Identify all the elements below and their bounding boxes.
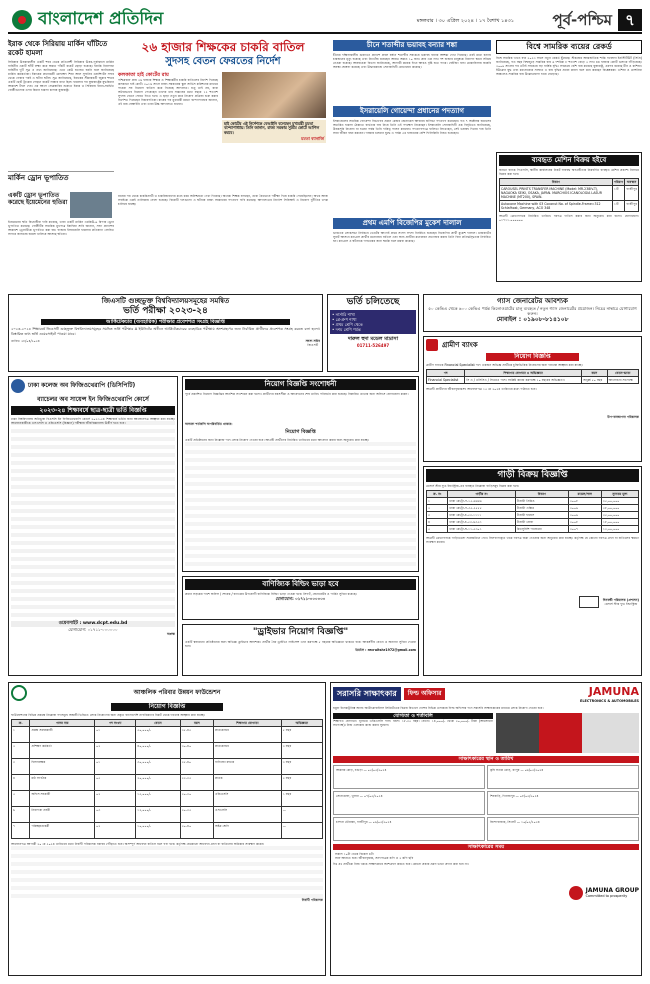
ad-date: তারিখ: ২৮/০৪/২০২৪	[11, 339, 40, 344]
ad-org: গ্রামীণ ব্যাংক	[442, 340, 478, 349]
table-cell: ৩	[12, 758, 30, 774]
table-cell: ঢাকা মেট্রো-গ-১৫-৬৬৬৬	[448, 498, 515, 505]
ad-school	[327, 294, 419, 372]
table-cell: ১৮,০০,০০০	[601, 519, 638, 526]
article-body-2: ইয়েমেনের হুতি বিদ্রোহীরা দাবি করেছে, তারা একটি মার্কিন এমকিউ-৯ রিপার ড্রোন ভূপাতিত করেছে। গোষ্ঠীটির সামরিক মুখপাত্র ইয়াহিয়া সারি জানান, সাদা প্রদেশের আকাশে ড্রোনটিকে ভূপাতিত করা হয়। গাজায় ইসরায়েলি হামলার প্রতিবাদে লোহিত সাগরে জাহাজে হামলা চালিয়ে আসছে হুতিরা।	[8, 219, 116, 236]
ad-note: অন্যান্য শর্তাবলি অপরিবর্তিত থাকবে।	[185, 421, 233, 426]
table-cell: ০৫	[95, 774, 136, 790]
drone-photo	[70, 192, 112, 218]
table-cell: ৩৫-৪৫	[180, 726, 213, 742]
time-list	[333, 850, 639, 862]
table-cell: ২০০৯	[568, 505, 601, 512]
car-table	[426, 490, 639, 533]
article-subheadline: সুদসহ বেতন ফেরতের নির্দেশ	[165, 56, 281, 67]
family-table	[11, 719, 323, 839]
table-cell: ১টি	[612, 200, 624, 211]
ad-title: "ড্রাইভার নিয়োগ বিজ্ঞপ্তি"	[252, 627, 349, 637]
table-row	[427, 526, 639, 533]
table-cell: ৩০-৪০	[180, 742, 213, 758]
article-body: ইসরায়েলের সামরিক গোয়েন্দা বিভাগের প্রধান মেজর জেনারেল আহারন হালিভা পদত্যাগ করেছেন। গত ৭ অক্টোবর হামাসের অতর্কিত হামলা ঠেকাতে ব্যর্থতার দায় নিয়ে তিনি এই পদক্ষেপ নিয়েছেন। ইসরায়েলি সেনাবাহিনী এক বিবৃতিতে জানিয়েছে, উত্তরসূরি নিয়োগ না হওয়া পর্যন্ত তিনি দায়িত্ব পালন করবেন। পদত্যাগপত্রে হালিভা লিখেছেন, সেই ভয়াবহ দিনের দায় তিনি সারা জীবন বহন করবেন। গাজায় চলমান যুদ্ধে এ পর্যন্ত ৩৪ হাজারের বেশি ফিলিস্তিনি নিহত হয়েছেন।	[333, 118, 493, 135]
table-cell: অফিস সহকারী	[30, 790, 95, 806]
article-subhead-2: একটি ড্রোন ভূপাতিত করেছে ইয়েমেনের হুতিরা	[8, 191, 68, 206]
table-cell: আলোচনা সাপেক্ষে	[607, 376, 638, 383]
ad-title: গ্যাস জেনারেটর আবশ্যক	[497, 297, 568, 305]
table-cell: ৭	[12, 822, 30, 838]
article-body: ভারতের লোকসভা নির্বাচনে ভোটের আগেই প্রথম সংসদ সদস্য নির্বাচিত হয়েছেন বিজেপির প্রার্থী মুকেশ দালাল। গুজরাটের সুরাট আসনে কংগ্রেস প্রার্থীর মনোনয়ন বাতিল এবং অন্য প্রার্থীরা মনোনয়ন প্রত্যাহার করায় তিনি বিনা প্রতিদ্বন্দ্বিতায় নির্বাচিত হন। কংগ্রেস এ ঘটনাকে গণতন্ত্রের জন্য হুমকি বলে মন্তব্য করেছে।	[333, 230, 493, 243]
ad-footer: আবেদনপত্র আগামী ২০ মে ২০২৪ তারিখের মধ্যে নির্বাহী পরিচালক বরাবর পৌঁছাতে হবে। অসম্পূর্ণ আবেদন বাতিল বলে গণ্য হবে। কর্তৃপক্ষ যেকোনো আবেদন গ্রহণ বা বাতিলের অধিকার সংরক্ষণ করেন।	[11, 842, 323, 898]
table-cell: ৫	[427, 526, 448, 533]
table-cell: টয়োটা হায়েস	[515, 512, 568, 519]
logo-text: বাংলাদেশ প্রতিদিন	[38, 9, 164, 29]
venue-title: সাক্ষাৎকারের স্থান ও তারিখ	[333, 756, 639, 762]
table-cell: ২ বছর	[281, 774, 322, 790]
article-teachers	[118, 40, 328, 290]
table-cell: ৩ বছর	[281, 758, 322, 774]
article-body: বিশ্বে সামরিক খাতে ব্যয় ২০২৩ সালে নতুন রেকর্ড ছুঁয়েছে। স্টকহোম আন্তর্জাতিক শান্তি গবেষণা ইনস্টিটিউট (সিপ্রি) জানিয়েছে, গত বছর বিশ্বজুড়ে সামরিক ব্যয় ৬ দশমিক ৮ শতাংশ বেড়ে ২ লাখ ৪৪ হাজার কোটি ডলারে দাঁড়িয়েছে। ২০০৯ সালের পর এটাই সবচেয়ে বড় বার্ষিক বৃদ্ধি। সবচেয়ে বেশি ব্যয় করেছে যুক্তরাষ্ট্র, এরপর রয়েছে চীন ও রাশিয়া। ইউক্রেন যুদ্ধ এবং মধ্যপ্রাচ্যের সংঘাত এ ব্যয় বৃদ্ধির প্রধান কারণ বলে মনে করছেন বিশ্লেষকরা। এশিয়া ও ওশেনিয়া অঞ্চলেও সামরিক ব্যয় উল্লেখযোগ্য হারে বেড়েছে।	[496, 56, 644, 76]
machine-table	[499, 178, 639, 212]
list-item: জিন্দাবাজার, সিলেট — ১০/০৫/২০২৪	[487, 817, 639, 841]
ad-car-sale	[423, 466, 642, 676]
ad-website[interactable]: ওয়েবসাইট : www.dcpt.edu.bd	[11, 621, 175, 627]
table-header: পদ	[427, 369, 465, 376]
table-cell: স্নাতকোত্তর	[214, 726, 282, 742]
pull-quote	[222, 120, 326, 143]
table-cell: CAROUSEL PRINTS TRANSFER MACHINE (Model: MR-238IV-T), NAGAOKA SEIKI, OSAKA, JAPAN. MARCHIOS ICANOLOGIA LASUR MACHINE (MT200), SPAIN.	[500, 185, 613, 200]
table-cell: ২০০৯	[568, 512, 601, 519]
table-cell: ৪	[12, 774, 30, 790]
table-cell: ঢাকা মেট্রো-চ-৫৩-৬৩৫৩	[448, 519, 515, 526]
ad-mobile: মোবাইল : ০১৯০৮-৮১৪১০৮	[496, 316, 569, 324]
table-header: বেতন	[136, 719, 180, 726]
company-logo-icon	[579, 596, 599, 608]
table-cell: ৫ বছর	[281, 726, 322, 742]
ad-grameen	[423, 336, 642, 462]
ad-intro: গ্রামীণ ব্যাংকে Financial Specialist পদে একজন অভিজ্ঞ প্রার্থীকে চুক্তিভিত্তিক নিয়োগের জন্য দরখাস্ত আহ্বান করা যাচ্ছে।	[426, 362, 583, 367]
list-item: সঙ্গে আনতে হবে: জীবনবৃত্তান্ত, সনদপত্রের কপি ও ২ কপি ছবি	[335, 855, 414, 860]
table-cell: ঢাকা মেট্রো-চ-৫৩-১১১১	[448, 512, 515, 519]
table-cell: এইচএসসি	[214, 790, 282, 806]
table-header: ন্যূনতম মূল্য	[601, 491, 638, 498]
table-cell: ০১	[95, 758, 136, 774]
table-header: অভিজ্ঞতা	[281, 719, 322, 726]
list-item: • প্লে-গ্রুপ শাখা	[332, 317, 357, 323]
table-cell: টয়োটা নোয়া	[515, 519, 568, 526]
table-cell: ঢাকা মেট্রো-গ-৩৫-২৫৫৫	[448, 505, 515, 512]
ad-contact: যোগাযোগ: ০১৭১১-০০০০০০	[68, 626, 118, 632]
table-row	[500, 200, 639, 211]
table-header: পদের নাম	[30, 719, 95, 726]
table-header: পরিমাণ	[613, 179, 624, 184]
table-header: ক্র. নং	[427, 491, 448, 498]
table-cell: পরিচ্ছন্নতাকর্মী	[30, 822, 95, 838]
table-cell: বাণিজ্যে স্নাতক	[214, 758, 282, 774]
table-cell: ১২,০০০/-	[136, 806, 180, 822]
ad-footer: আগ্রহী প্রার্থীদের জীবনবৃত্তান্তসহ আবেদনপত্র ১৫ মে ২০২৪ তারিখের মধ্যে পাঠাতে হবে।	[426, 386, 537, 391]
ad-jamuna	[330, 682, 642, 976]
section-name: পূর্ব-পশ্চিম	[552, 11, 612, 29]
ad-intro: মেসার্স স্টার ফুড ইন্ডাস্ট্রিজ-এর ব্যবহৃত নিম্নোক্ত গাড়িসমূহ বিক্রয় করা হবে।	[426, 484, 520, 489]
table-cell: সি এ / এসিসিএ / সিএমএ পাস। সংশ্লিষ্ট কাজে কমপক্ষে ১০ বছরের অভিজ্ঞতা।	[465, 376, 582, 383]
quote-author: মমতা ব্যানার্জি	[301, 135, 324, 141]
newspaper-logo[interactable]	[8, 8, 208, 32]
table-cell: ২৮,০০,০০০	[601, 505, 638, 512]
table-cell: মাঠ সংগঠক	[30, 774, 95, 790]
article-headline: ২৬ হাজার শিক্ষকের চাকরি বাতিল	[141, 40, 305, 54]
table-row	[12, 822, 323, 838]
group-tagline: Committed to prosperity	[585, 894, 628, 899]
table-header: শিক্ষাগত যোগ্যতা ও অভিজ্ঞতা	[465, 369, 582, 376]
table-cell: অনূর্ধ্ব ৫০ বছর	[582, 376, 608, 383]
table-cell: হিসাবরক্ষক	[30, 758, 95, 774]
table-cell: ২০০৭	[568, 526, 601, 533]
article-body: পশ্চিমবঙ্গে প্রায় ২৬ হাজার শিক্ষক ও শিক্ষাকর্মীর চাকরি বাতিলের নির্দেশ দিয়েছে কলকাতা হাই কোর্ট। ২০১৬ সালে রাজ্য সরকারের স্কুল সার্ভিস কমিশনের মাধ্যমে পাওয়া সব নিয়োগ বাতিল করে দিয়েছে আদালত। শুধু তাই নয়, যারা অবৈধভাবে নিয়োগ পেয়েছেন তাদের চার সপ্তাহের মধ্যে বছরে ১২ শতাংশ সুদসহ বেতন ফেরত দিতে হবে। এ ছাড়া নতুন করে নিয়োগ প্রক্রিয়া শুরু করার নির্দেশও দিয়েছেন বিচারপতিরা। রায়ের পর মুখ্যমন্ত্রী মমতা বন্দ্যোপাধ্যায় জানান, এই রায় বেআইনি এবং তারা উচ্চ আদালতে যাবেন।	[118, 77, 220, 106]
table-row	[427, 519, 639, 526]
quote-text: হাই কোর্টের এই নির্দেশকে বেআইনি বলেছেন মুখ্যমন্ত্রী মমতা বন্দ্যোপাধ্যায়। তিনি জানান, রাজ্য সরকার সুপ্রিম কোর্টে আপিল করবে।	[224, 120, 320, 135]
ad-signer: দিনবন্ধী পরিচালক (প্রশাসন)	[602, 598, 639, 603]
table-cell: ১০,০০০/-	[136, 822, 180, 838]
table-cell: Autocone Machine with 03 Coconut No. of Spindle-Frame=312 Schlafhost, Germany, ACO 348	[500, 200, 613, 211]
products-image	[496, 713, 639, 753]
table-row	[427, 376, 639, 383]
ad-body: পূর্বে প্রকাশিত নিয়োগ বিজ্ঞপ্তির আংশিক সংশোধন করা হলো। প্রার্থীদের বয়সসীমা ও আবেদনের শেষ তারিখ পরিবর্তন করা হয়েছে। বিস্তারিত তথ্যের জন্য অফিসে যোগাযোগ করুন।	[185, 391, 409, 396]
table-row	[12, 790, 323, 806]
table-cell: ০২	[95, 790, 136, 806]
ad-email[interactable]: ইমেইল : recruitshr1972@gmail.com	[355, 648, 416, 653]
college-logo-icon	[11, 379, 25, 393]
table-row	[427, 512, 639, 519]
table-cell: ২	[427, 505, 448, 512]
ad-title: ভর্তি চলিতেছে	[346, 297, 400, 307]
table-cell: ১ বছর	[281, 790, 322, 806]
table-cell: ২০-৩৫	[180, 806, 213, 822]
ad-title: ব্যবহৃত মেশিন বিক্রয় হইবে	[499, 155, 639, 166]
article-headline: ইসরায়েলি গোয়েন্দা প্রধানের পদত্যাগ	[333, 106, 491, 117]
ad-title: জিএসটি গুচ্ছভুক্ত বিশ্ববিদ্যালয়সমূহের সমন্বিত	[101, 297, 230, 305]
ad-intro: জনতা ব্যাংক পিএলসি, স্থানীয় কার্যালয়ের নিকট দায়বদ্ধ ঋণগ্রহীতার নিম্নবর্ণিত ব্যবহৃত মেশিন প্রকাশ্য নিলামে বিক্রয় করা হবে।	[499, 167, 641, 176]
table-row	[427, 498, 639, 505]
ad-ribbon: সরাসরি সাক্ষাৎকার	[333, 687, 401, 701]
table-header: পদ সংখ্যা	[95, 719, 136, 726]
ad-family-foundation	[8, 682, 326, 976]
table-cell: ১	[12, 726, 30, 742]
table-cell: গাজীপুর	[625, 200, 639, 211]
table-cell: ১২,০০,০০০	[601, 526, 638, 533]
ad-phone: যোগাযোগ: ০১৭১১-০০০০০০	[275, 595, 326, 601]
req-title: যোগ্যতা ও শর্তাবলি	[333, 713, 493, 719]
table-cell: ৫০,০০০/-	[136, 726, 180, 742]
article-headline: প্রথম এমপি বিজেপির মুকেশ দালাল	[333, 218, 491, 229]
table-cell: টয়োটা প্রিমিও	[515, 498, 568, 505]
list-item: চান্দনা চৌরাস্তা, গাজীপুর — ০৯/০৫/২০২৪	[333, 817, 485, 841]
list-item: • প্রথম শ্রেণি থেকে	[332, 322, 363, 328]
ad-footer: বিঃ দ্রঃ প্রার্থীকে নিজ খরচে সাক্ষাৎকারে অংশগ্রহণ করতে হবে। কোনো প্রকার ভ্রমণ ভাতা প্রদান করা হবে না।	[333, 861, 469, 866]
table-cell: নিরাপত্তা প্রহরী	[30, 806, 95, 822]
table-cell: স্নাতকোত্তর	[214, 742, 282, 758]
table-cell: ২৫-৪০	[180, 758, 213, 774]
article-body-2: রায়ের পর থেকে চাকরিপ্রার্থী ও চাকরিহারাদের মধ্যে চরম অনিশ্চয়তা দেখা দিয়েছে। অনেক শিক্ষক বলছেন, তারা বৈধভাবে পরীক্ষা দিয়ে চাকরি পেয়েছিলেন; অথচ আজ সবাইকে একই তালিকায় ফেলা হয়েছে। বিরোধী দলগুলো এ ঘটনায় রাজ্য সরকারের পদত্যাগ দাবি করেছে। আদালতের নির্দেশে সিবিআই এ নিয়োগ দুর্নীতির তদন্ত চালিয়ে যাচ্ছে।	[118, 193, 330, 206]
ad-session: ২০২৩-২৪ শিক্ষাবর্ষে ছাত্র-ছাত্রী ভর্তি বিজ্ঞপ্তি	[11, 406, 175, 416]
table-cell: মিতসুবিশি পাজেরো	[515, 526, 568, 533]
table-cell: ০১	[95, 726, 136, 742]
list-item: সোনাডাঙ্গা, খুলনা — ০৭/০৫/২০২৪	[333, 791, 485, 815]
teachers-photo	[222, 72, 326, 118]
table-header: বয়স	[180, 719, 213, 726]
ad-body: প্রধান সড়কের পাশে অফিস / শোরুম / ব্যাংকের উপযোগী বাণিজ্যিক বিল্ডিং ভাড়া দেওয়া হবে। লিফট, জেনারেটর ও পার্কিং সুবিধা রয়েছে।	[185, 591, 357, 596]
table-cell: ০২	[95, 822, 136, 838]
school-name: দারুল হুদা মডেল মাদ্রাসা	[347, 336, 399, 343]
table-cell: ২০০৮	[568, 498, 601, 505]
table-cell: ৫	[12, 790, 30, 806]
list-item: • নার্সারি শাখা	[332, 312, 355, 318]
table-row	[12, 742, 323, 758]
table-cell: গাজীপুর	[625, 185, 639, 200]
table-cell: ২০,০০০/-	[136, 774, 180, 790]
req-body: শিক্ষাগত যোগ্যতা: ন্যূনতম এইচএসসি পাস। বয়স: ১৮-৩৫ বছর। বেতন: ১৪,০০০/- থেকে ২০,০০০/- টাকা (আলোচনা সাপেক্ষে)। নিজ এলাকায় কাজ করার সুযোগ।	[333, 719, 495, 728]
ad-signer: নির্বাহী পরিচালক	[301, 897, 323, 902]
table-cell: —	[281, 806, 322, 822]
table-header: অবস্থান	[625, 178, 639, 185]
list-item: আকবর মোড়, বগুড়া — ০৫/০৫/২০২৪	[333, 765, 485, 789]
ad-title: নিয়োগ বিজ্ঞপ্তি	[486, 353, 579, 361]
ad-subtitle: ভর্তি পরীক্ষা ২০২৩-২৪	[123, 305, 208, 316]
table-cell: ২	[12, 742, 30, 758]
table-cell: ৩৫,০০,০০০	[601, 498, 638, 505]
grameen-table	[426, 369, 639, 384]
ad-body: ঢাকা বিশ্ববিদ্যালয় অধিভুক্ত বিএসসি ইন ফিজিওথেরাপি কোর্সে ২০২৩-২৪ শিক্ষাবর্ষে ভর্তির জন্য আবেদনপত্র আহ্বান করা যাচ্ছে। আবেদনকারীকে এসএসসি ও এইচএসসি (বিজ্ঞান) পরীক্ষায় জীববিজ্ঞানসহ উত্তীর্ণ হতে হবে।	[11, 417, 175, 617]
ad-body: ২০২৩-২০২৪ শিক্ষাবর্ষে জিএসটি গুচ্ছভুক্ত বিশ্ববিদ্যালয়সমূহের সমন্বিত ভর্তি পরীক্ষার A ইউনিটের অধীনে আর্কিটেকচারের ব্যবহারিক পরীক্ষায় অংশগ্রহণের জন্য নির্বাচিত প্রার্থীদের প্রবেশপত্র সংগ্রহ করতে বলা হলো। বিস্তারিত তথ্য ভর্তি ওয়েবসাইটে পাওয়া যাবে।	[11, 327, 322, 336]
school-phone: 01711-526497	[356, 342, 390, 348]
page-number: ৭	[618, 9, 642, 31]
jamuna-group-logo-icon	[569, 886, 583, 900]
article-headline: ইরাক থেকে সিরিয়ায় মার্কিন ঘাঁটিতে রকেট হামলা	[8, 40, 108, 57]
ad-signer: উপ-ব্যবস্থাপনা পরিচালক	[607, 414, 639, 419]
ad-org: আঞ্চলিক পরিবার উন্নয়ন ফাউন্ডেশন	[133, 689, 221, 697]
ad-title: নিয়োগ বিজ্ঞপ্তি	[111, 703, 223, 711]
table-cell: —	[281, 822, 322, 838]
table-header: বয়স	[582, 369, 608, 376]
ad-ribbon-2: ফিল্ড অফিসার	[404, 688, 446, 700]
table-header: শিক্ষাগত যোগ্যতা	[214, 719, 282, 726]
table-cell: ১	[427, 498, 448, 505]
table-cell: ২০০৮	[568, 519, 601, 526]
table-cell: ৪০,০০০/-	[136, 742, 180, 758]
table-row	[427, 505, 639, 512]
ad-list	[330, 310, 416, 334]
table-cell: ১টি	[612, 185, 624, 200]
ad-title: নিয়োগ বিজ্ঞপ্তি সংশোধনী	[185, 379, 416, 390]
table-header: বেতন-ভাতা	[607, 369, 638, 376]
list-item: সকাল ১০টা থেকে বিকেল ৪টা	[335, 851, 374, 856]
table-cell: ঢাকা মেট্রো-ঘ-১১-৫৩০১	[448, 526, 515, 533]
table-row	[12, 774, 323, 790]
ad-dhaka-college	[8, 376, 178, 676]
ad-title: গাড়ী বিক্রয় বিজ্ঞপ্তি	[426, 469, 639, 482]
grameen-logo-icon	[426, 339, 438, 351]
article-arms	[496, 40, 642, 150]
ad-intro: যমুনা ইলেকট্রনিক্স অ্যান্ড অটোমোবাইলস লিমিটেডের বিক্রয় বিভাগে দেশের বিভিন্ন এলাকায় ফিল্ড অফিসার পদে সরাসরি সাক্ষাৎকারের মাধ্যমে লোক নিয়োগ দেওয়া হবে।	[333, 706, 544, 710]
table-cell: প্রশিক্ষণ কর্মকর্তা	[30, 742, 95, 758]
ad-machine-sale	[496, 152, 642, 282]
ad-body: ৫০ কেভিএ থেকে ৬০০ কেভিএ পর্যন্ত কিলোওয়াটের চালু ব্যবহৃত / নতুন গ্যাস জেনারেটর প্রয়োজন। নিচের নাম্বারে যোগাযোগ করুন।	[428, 305, 637, 316]
table-row	[500, 185, 639, 200]
ad-signer: অধ্যক্ষ	[166, 631, 175, 636]
group-name: JAMUNA GROUP	[585, 886, 639, 894]
ad-university	[8, 294, 323, 372]
article-israel	[333, 106, 491, 216]
ad-footer: আগ্রহী ক্রেতাগণকে নির্ধারিত তারিখে দরপত্র দাখিল করার জন্য অনুরোধ করা হলো। যোগাযোগ: ০১৭১১-০০০০০০	[499, 213, 641, 222]
article-body: চীনের দক্ষিণাঞ্চলীয় গুয়াংডং প্রদেশে প্রবল বর্ষণে শতাব্দীর সবচেয়ে ভয়াবহ বন্যার আশঙ্কা দেখা দিয়েছে। এরই মধ্যে বন্যায় চারজনের মৃত্যু হয়েছে এবং নিখোঁজ রয়েছেন আরও অন্তত ১০ জন। প্রায় এক লাখ দশ হাজার মানুষকে নিরাপদ স্থানে সরিয়ে নেওয়া হয়েছে। আবহাওয়া বিভাগ জানিয়েছে, আগামী কয়েক দিনে আরও বৃষ্টি হতে পারে। বেইজিং বন্যা মোকাবিলায় জরুরি অবস্থা ঘোষণা করেছে এবং উদ্ধারকাজে সেনাবাহিনী মোতায়েন করেছে।	[333, 52, 493, 69]
ad-shop	[182, 576, 419, 620]
table-cell: ৬	[12, 806, 30, 822]
ad-company: মেসার্স স্টার ফুড ইন্ডাস্ট্রিজ	[604, 602, 638, 607]
list-item: • দশম শ্রেণি পর্যন্ত	[332, 327, 361, 333]
table-cell: ৪	[427, 519, 448, 526]
list-item: শিববাড়ি, দিনাজপুর — ০৮/০৫/২০২৪	[487, 791, 639, 815]
table-cell: ৩	[427, 512, 448, 519]
ad-title: বাণিজ্যিক বিল্ডিং ভাড়া হবে	[185, 579, 416, 590]
table-cell: ২০-৪০	[180, 822, 213, 838]
table-cell: ২০-৩০	[180, 790, 213, 806]
article-iran	[8, 40, 114, 290]
masthead	[8, 8, 642, 34]
brand-sub: ELECTRONICS & AUTOMOBILES	[580, 698, 639, 703]
table-header: বিবরণ	[500, 178, 613, 185]
ad-body: একটি স্বনামধন্য প্রতিষ্ঠানের জন্য অভিজ্ঞ ড্রাইভার আবশ্যক। প্রার্থীর বৈধ ড্রাইভিং লাইসেন্স এবং কমপক্ষে ৫ বছরের অভিজ্ঞতা থাকতে হবে। আকর্ষণীয় বেতন ও অন্যান্য সুবিধা দেওয়া হবে।	[185, 640, 418, 649]
table-row	[12, 726, 323, 742]
foundation-logo-icon	[11, 685, 27, 701]
ad-gas-generator	[423, 294, 642, 332]
table-cell: প্রকল্প সমন্বয়কারী	[30, 726, 95, 742]
table-cell: ১৫,০০০/-	[136, 790, 180, 806]
ad-subtitle: ব্যাচেলর অব সায়েন্স ইন ফিজিওথেরাপি কোর্সে	[37, 396, 149, 403]
table-cell: Financial Specialist	[427, 376, 465, 383]
table-cell: অষ্টম শ্রেণি	[214, 822, 282, 838]
table-row	[12, 758, 323, 774]
venue-title-2: সাক্ষাৎকারের সময়	[333, 844, 639, 850]
ad-signer: সদস্য সচিব	[305, 339, 320, 344]
ad-recruit	[182, 376, 419, 572]
brand-name: JAMUNA	[588, 685, 639, 698]
ad-intro: ফাউন্ডেশনের বিভিন্ন প্রকল্পে নিম্নোক্ত পদসমূহে অস্থায়ী ভিত্তিতে লোক নিয়োগের জন্য প্রকৃত বাংলাদেশি নাগরিকদের নিকট থেকে দরখাস্ত আহ্বান করা যাচ্ছে।	[11, 712, 206, 717]
table-header: গাড়ীর নং	[448, 491, 515, 498]
table-row	[12, 806, 323, 822]
ad-title: ঢাকা কলেজ অব ফিজিওথেরাপি (ডিসিপিটি)	[28, 382, 136, 390]
table-cell: ০২	[95, 742, 136, 758]
table-header: বিবরণ	[515, 491, 568, 498]
table-cell: টয়োটা এক্সিও	[515, 505, 568, 512]
article-china	[333, 40, 491, 104]
article-headline: চীনে শতাব্দীর ভয়াবহ বন্যার শঙ্কা	[333, 40, 491, 51]
ad-driver	[182, 624, 419, 676]
ad-signer-org: জিএসটি	[307, 343, 319, 348]
table-header: ক্র.	[12, 719, 30, 726]
table-cell: স্নাতক	[214, 774, 282, 790]
table-header: মডেল/সাল	[568, 491, 601, 498]
article-bjp	[333, 218, 491, 264]
table-cell: ২৫,০০,০০০	[601, 512, 638, 519]
venue-list	[333, 765, 639, 841]
ad-unit: আর্কিটেকচার (ব্যবহারিক) পরীক্ষার প্রবেশপত্র সংগ্রহ বিজ্ঞপ্তি	[41, 319, 290, 325]
table-cell: ৩ বছর	[281, 742, 322, 758]
table-cell: ২২-৩৫	[180, 774, 213, 790]
logo-seal-icon	[12, 10, 32, 30]
ad-subtitle: নিয়োগ বিজ্ঞপ্তি	[285, 428, 316, 435]
article-byline: কলকাতা হাই কোর্টের রায়	[118, 71, 169, 78]
ad-body-2: একটি প্রতিষ্ঠানের জন্য নিম্নোক্ত পদে লোক নিয়োগ দেওয়া হবে। আগ্রহী প্রার্থীদের নির্ধারিত তারিখের মধ্যে আবেদন করার জন্য অনুরোধ করা যাচ্ছে।	[185, 438, 416, 566]
article-headline: বিশ্বে সামরিক ব্যয়ের রেকর্ড	[496, 40, 642, 54]
ad-body: আগ্রহী ক্রেতাগণকে গাড়িগুলো সরেজমিনে দেখে সিলগালাকৃত খামে দরপত্র জমা দেওয়ার জন্য অনুরোধ করা যাচ্ছে। কর্তৃপক্ষ যে কোনো দরপত্র গ্রহণ বা বাতিলের ক্ষমতা সংরক্ষণ করেন।	[426, 536, 641, 545]
article-subhead: মার্কিন ড্রোন ভূপাতিত	[8, 173, 69, 182]
article-body: সিরিয়ায় উত্তরাঞ্চলীয় একটি শহর থেকে প্রতিবেশী সিরিয়ার উত্তর-পূর্বাঞ্চলে মার্কিন বাহিনীর একটি ঘাঁটি লক্ষ্য করে অন্তত পাঁচটি রকেট ছোড়া হয়েছে। ইরাকি নিরাপত্তা বাহিনীর দুটি সূত্র এ তথ্য জানিয়েছে। এতে কেউ হতাহত হয়নি বলে জানিয়েছে মার্কিন কর্মকর্তারা। ইরাকের প্রধানমন্ত্রী মোহাম্মদ শিয়া আল সুদানির ওয়াশিংটন সফর থেকে ফেরার পরই এ ঘটনা ঘটল। সূত্র জানিয়েছে, ইরাকের সীমান্তবর্তী জুমার শহরে একটি ছোট ট্রাকের পেছনে রকেট লঞ্চার রাখা ছিল। হামলার পর যুক্তরাষ্ট্রের যুদ্ধবিমান আকাশে টহল দেয়। এর আগে ফেব্রুয়ারির শুরুতে ইরাক ও সিরিয়ায় ইরান-সমর্থিত গোষ্ঠীগুলোর ওপর বিমান হামলা চালায় যুক্তরাষ্ট্র।	[8, 59, 116, 92]
list-item: কৃষি ব্যাংক মোড়, রংপুর — ০৬/০৫/২০২৪	[487, 765, 639, 789]
issue-date: মঙ্গলবার । ৩০ এপ্রিল ২০২৪ । ১৭ বৈশাখ ১৪৩১	[416, 18, 514, 24]
table-cell: ৩০,০০০/-	[136, 758, 180, 774]
table-cell: এসএসসি	[214, 806, 282, 822]
table-cell: ০৩	[95, 806, 136, 822]
